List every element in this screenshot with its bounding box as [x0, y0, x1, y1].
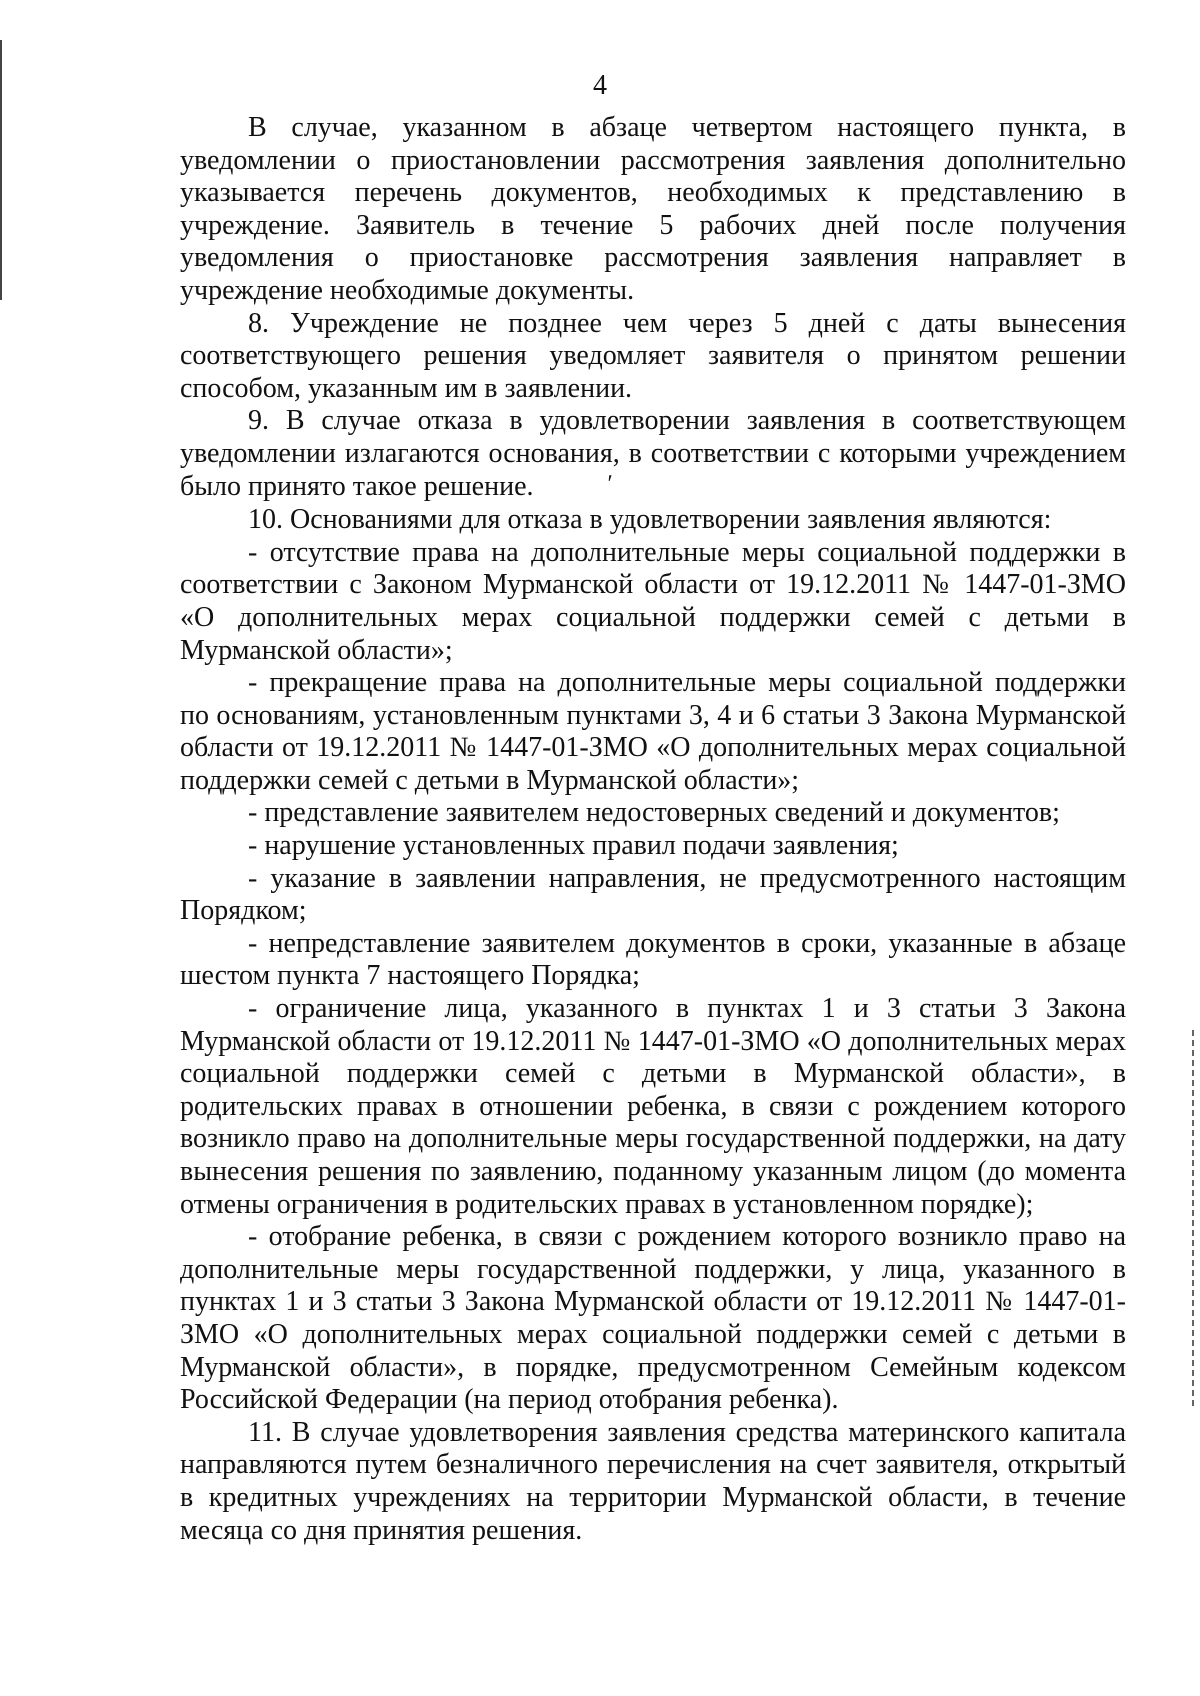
list-item-false-info: - представление заявителем недостоверных сведений и документов; — [248, 797, 1060, 829]
page-number: 4 — [593, 70, 607, 101]
paragraph-11: 11. В случае удовлетворения заявления средства материнского капитала направляются путем безналичного перечисления на счет заявителя, открытый в кредитных учреждениях на территории Мурманской области, в течение месяца со дня принятия решения. — [180, 1416, 1126, 1546]
paragraph-9 — [180, 405, 1126, 504]
document-body — [180, 112, 1126, 1547]
list-item-child-removal: - отобрание ребенка, в связи с рождением которого возникло право на дополнительные меры государственной поддержки, у лица, указанного в пунктах 1 и 3 статьи 3 Закона Мурманской области от 19.12.2011 № 1447-01-ЗМО «О дополнительных мерах социальной поддержки семей с детьми в Мурманской области», в порядке, предусмотренном Семейным кодексом Российской Федерации (на период отобрания ребенка). — [180, 1221, 1126, 1416]
paragraph-10: 10. Основаниями для отказа в удовлетворении заявления являются: — [248, 504, 1052, 536]
paragraph-8: 8. Учреждение не позднее чем через 5 дней с даты вынесения соответствующего решения уведомляет заявителя о принятом решении способом, указанным им в заявлении. — [180, 307, 1126, 404]
list-item-rules-violation: - нарушение установленных правил подачи заявления; — [248, 830, 899, 862]
list-item-no-right: - отсутствие права на дополнительные меры социальной поддержки в соответствии с Законом Мурманской области от 19.12.2011 № 1447-01-ЗМО «О дополнительных мерах социальной поддержки семей с детьми в Мурманской области»; — [180, 536, 1126, 666]
paragraph-intro: В случае, указанном в абзаце четвертом настоящего пункта, в уведомлении о приостановлении рассмотрения заявления дополнительно указывается перечень документов, необходимых к представлению в учреждение. Заявитель в течение 5 рабочих дней после получения уведомления о приостановке рассмотрения заявления направляет в учреждение необходимые документы. — [180, 112, 1126, 306]
list-item-late-documents: - непредставление заявителем документов в сроки, указанные в абзаце шестом пункта 7 настоящего Порядка; — [180, 927, 1126, 992]
scan-edge-right — [1192, 1030, 1194, 1410]
list-item-parental-restriction: - ограничение лица, указанного в пунктах 1 и 3 статьи 3 Закона Мурманской области от 19.12.2011 № 1447-01-ЗМО «О дополнительных мерах социальной поддержки семей с детьми в Мурманской области», в родительских правах в отношении ребенка, в связи с рождением которого возникло право на дополнительные меры государственной поддержки, на дату вынесения решения по заявлению, поданному указанным лицом (до момента отмены ограничения в родительских правах в установленном порядке); — [180, 993, 1126, 1220]
list-item-wrong-direction: - указание в заявлении направления, не предусмотренного настоящим Порядком; — [180, 862, 1126, 927]
paragraph-9-text: 9. В случае отказа в удовлетворении заявления в соответствующем уведомлении излагаются основания, в соответствии с которыми учреждением было принято такое решение. — [180, 405, 1126, 502]
handwritten-mark: ʹ — [607, 470, 613, 497]
list-item-termination: - прекращение права на дополнительные меры социальной поддержки по основаниям, установленным пунктами 3, 4 и 6 статьи 3 Закона Мурманской области от 19.12.2011 № 1447-01-ЗМО «О дополнительных мерах социальной поддержки семей с детьми в Мурманской области»; — [180, 667, 1126, 796]
